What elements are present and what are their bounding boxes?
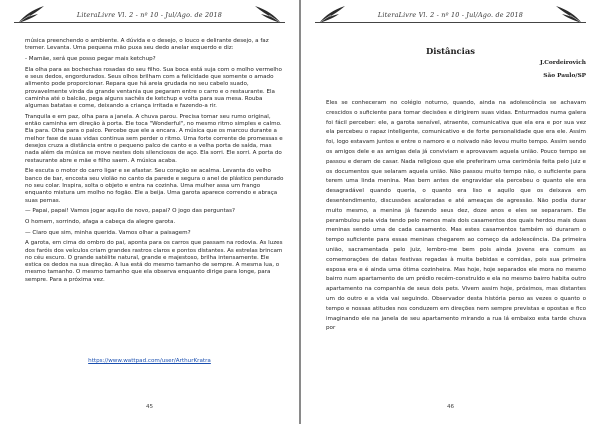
story-text — [326, 99, 586, 334]
header-title: LiteraLivre Vl. 2 - nº 10 - Jul/Ago. de 2018 — [377, 11, 524, 19]
paragraph: Tranquila e em paz, olha para a janela. A chuva parou. Precisa tomar seu rumo original, então caminha em direção à porta. Ele toca "Wonderful", no mesmo ritmo simples e calmo. Ela para. Olha para o palco. Percebe que ele a encara. A música que os marcou durante a melhor fase de suas vidas continua sem perder o ritmo. Uma forte corrente de promessas e desejos cruza a distância entre o pequeno palco de canto e a velha porta de saída, mas nada além da música se move nestes dois silenciosos de aço. Ela sorri. Ele sorri. A porta do restaurante abre e mãe e filho saem. A música acaba. — [25, 113, 283, 164]
paragraph: A garota, em cima do ombro do pai, aponta para os carros que passam na rodovia. As luzes dos faróis dos veículos criam grandes rastros claros e pontos distantes. As estrelas brincam no céu escuro. O grande satélite natural, grande e majestoso, brilha intensamente. Ele estica os dedos na sua direção. A lua está do mesmo tamanho de sempre. A mesma lua, o mesmo tamanho. O mesmo tamanho que ela observa enquanto dirige para longe, para sempre. Para a próxima vez. — [25, 240, 283, 283]
right-page — [301, 0, 600, 424]
header-title: LiteraLivre Vl. 2 - nº 10 - Jul/Ago. de 2018 — [76, 11, 223, 19]
author-location: São Paulo/SP — [543, 73, 586, 79]
story-text — [25, 38, 285, 287]
paragraph: — Papai, papai! Vamos jogar aquilo de novo, papai? O jogo das perguntas? — [25, 208, 235, 215]
page-header — [315, 5, 586, 29]
author-name: J.Cordeirovich — [539, 60, 586, 66]
header-rule — [14, 22, 285, 23]
paragraph: Ela olha para as bochechas rosadas do seu filho. Sua boca está suja com o molho vermelho e seus dedos, engordurados. Seus olhos brilham com a felicidade que somente o amado alimento pode proporcionar. Repara que há areia grudada no seu cabelo suado, provavelmente vinda da grande ventania que pegaram entre o carro e o restaurante. Ela caminha até o balcão, pega alguns sachês de ketchup e volta para sua mesa. Rouba algumas batatas e come, deixando a criança irritada e fazendo-a rir. — [25, 66, 282, 110]
paragraph: - Mamãe, será que posso pegar mais ketchup? — [25, 55, 156, 62]
paragraph: Ele escuta o motor do carro ligar e se afastar. Seu coração se acalma. Levanta do velho banco de bar, encosta seu violão no canto da parede e segura o anel de plástico pendurado no seu colar. Inspira, solta o objeto e entra na cozinha. Uma mulher assa um frango enquanto mistura um molho no fogão. Ele a beija. Uma garota aparece correndo e abraça suas pernas. — [25, 168, 284, 204]
page-number: 46 — [446, 404, 455, 410]
paragraph: — Claro que sim, minha querida. Vamos olhar a paisagem? — [25, 229, 191, 236]
page-number: 45 — [145, 404, 154, 410]
paragraph: O homem, sorrindo, afaga a cabeça da alegre garota. — [25, 218, 176, 225]
left-page — [0, 0, 299, 424]
paragraph: música preenchendo o ambiente. A dúvida e o desejo, o louco e delirante desejo, a faz tremer. Levanta. Uma pequena mão puxa seu dedo anelar esquerdo e diz: — [25, 38, 269, 52]
header-rule — [315, 22, 586, 23]
author-profile-link[interactable]: https://www.wattpad.com/user/ArthurKratra — [88, 358, 211, 364]
story-title: Distâncias — [426, 46, 475, 56]
page-header — [14, 5, 285, 29]
paragraph: Eles se conheceram no colégio noturno, quando, ainda na adolescência se achavam crescidos o suficiente para tomar decisões e dirigirem suas vidas. Enturmados numa galera foi fácil perceber: ele, a garota sensível, atraente, comunicativa que ela era e por sua vez ela percebeu o rapaz inteligente, comunicativo e de forte personalidade que era ele. Assim foi, logo estavam juntos e entre o namoro e o noivado não levou muito tempo. Assim sendo os amigos dele e as amigas dela já conviviam e aprovavam aquela união. Pouco tempo se passou e deram de casar. Nada religioso que ele preferiram uma cerimônia feita pelo juiz e os documentos que selaram aquela união. Não passou muito tempo não, o suficiente para terem uma linda menina. Mas bem antes de engravidar ela percebeu o quanto ele era desagradável quando queria, o quanto era liso e aquilo que os deixava em desentendimento, discussões acaloradas e até ameaças de agressão. Não podia durar muito mesmo, a menina já fazendo seus dez, doze anos e eles se separaram. Ele perambulou pela vida tendo pelo menos mais dois casamentos dos quais herdou mais duas meninas sendo uma de cada casamento. Mas estes casamentos também só duraram o tempo suficiente para essas meninas chegarem ao começo da adolescência. Da primeira união, sacramentada pelo juiz, lembro-me bem pois ainda jovens era comum as comemorações de datas festivas regadas à muita bebidas e comidas, pois sua primeira esposa era e é ainda uma ótima cozinheira. Mas hoje, hoje separados ele mora no mesmo bairro num apartamento de um prédio recém-construído e ela no mesmo bairro habita outro apartamento na companhia de seus dois pets. Vivem assim hoje, próximos, mas distantes um do outro e a vida vai seguindo. Observador desta história perso as vezes o quanto o tempo e nossas atitudes nos conduzem em direções nem sempre previstas e opostas e fico imaginando ele na janela de seu apartamento mirando a rua lá embaixo esta tarde chuva por — [326, 100, 586, 332]
